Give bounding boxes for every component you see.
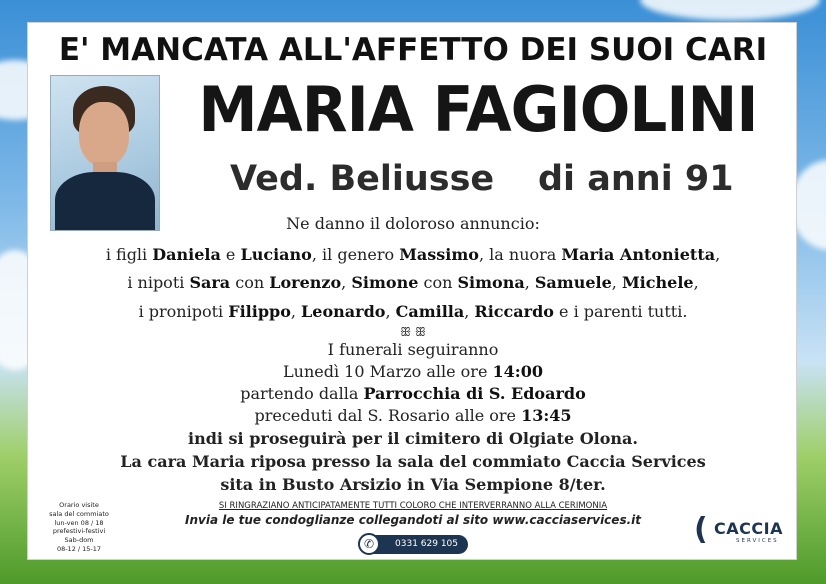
family-line-text: e <box>220 245 241 264</box>
family-line-text: i figli <box>105 245 153 264</box>
family-member-name: Simone <box>351 273 419 292</box>
website-line[interactable]: Invia le tue condoglianze collegandoti al sito www.cacciaservices.it <box>185 513 641 527</box>
family-member-name: Daniela <box>152 245 221 264</box>
family-line-text: con <box>418 273 458 292</box>
family-member-name: Maria Antonietta <box>561 245 716 264</box>
cloud <box>640 0 820 20</box>
family-line-text: , <box>341 273 352 292</box>
family-line-children <box>28 247 798 263</box>
funeral-title: I funerali seguiranno <box>327 340 499 359</box>
age: di anni 91 <box>538 159 734 199</box>
family-line-text: , <box>693 273 699 292</box>
family-member-name: Camilla <box>395 302 465 321</box>
funeral-rosary: preceduti dal S. Rosario alle ore 13:45 <box>254 406 572 425</box>
family-line-great-grandchildren <box>28 304 798 320</box>
family-member-name: Samuele <box>534 273 612 292</box>
family-line-text: i pronipoti <box>138 302 229 321</box>
obituary-notice <box>27 22 797 560</box>
phone-icon: ✆ <box>358 533 380 555</box>
announcement-intro: Ne danno il doloroso annuncio: <box>286 214 540 233</box>
funeral-cemetery: indi si proseguirà per il cimitero di Olgiate Olona. <box>188 429 638 448</box>
family-line-text: , <box>385 302 396 321</box>
resting-place: La cara Maria riposa presso la sala del commiato Caccia Services <box>120 452 706 471</box>
family-member-name: Riccardo <box>474 302 554 321</box>
thanks-line: SI RINGRAZIANO ANTICIPATAMENTE TUTTI COLORO CHE INTERVERRANNO ALLA CERIMONIA <box>218 501 608 511</box>
family-line-text: , <box>715 245 721 264</box>
phone-number: 0331 629 105 <box>395 539 458 549</box>
family-line-text: , la nuora <box>478 245 562 264</box>
family-member-name: Filippo <box>228 302 291 321</box>
flourish-ornament: ꕥ ꕥ <box>399 325 427 339</box>
family-member-name: Luciano <box>240 245 312 264</box>
family-member-name: Michele <box>621 273 694 292</box>
logo-c-icon: ( <box>694 512 708 547</box>
family-member-name: Lorenzo <box>269 273 342 292</box>
funeral-date: Lunedì 10 Marzo alle ore 14:00 <box>283 362 543 381</box>
family-line-text: , il genero <box>311 245 400 264</box>
caccia-logo <box>694 512 790 549</box>
family-line-text: i nipoti <box>127 273 190 292</box>
visiting-hours: Orario visite sala del commiato lun-ven 08 / 18 prefestivi-festivi Sab-dom 08-12 / 15-17 <box>49 501 109 553</box>
family-line-grandchildren <box>28 275 798 291</box>
family-line-text: , <box>524 273 535 292</box>
family-line-text: , <box>611 273 622 292</box>
widow-of: Ved. Beliusse <box>230 159 495 199</box>
deceased-name: MARIA FAGIOLINI <box>198 73 758 146</box>
deceased-photo <box>50 75 160 231</box>
family-line-text: , <box>464 302 475 321</box>
funeral-departure: partendo dalla Parrocchia di S. Edoardo <box>240 384 586 403</box>
logo-tagline: SERVICES <box>736 538 779 544</box>
family-member-name: Simona <box>457 273 525 292</box>
phone-badge[interactable] <box>360 535 468 554</box>
family-line-text: con <box>230 273 270 292</box>
family-member-name: Leonardo <box>301 302 386 321</box>
family-line-text: e i parenti tutti. <box>553 302 688 321</box>
family-line-text: , <box>290 302 302 321</box>
resting-address: sita in Busto Arsizio in Via Sempione 8/ter. <box>220 475 606 494</box>
family-member-name: Massimo <box>399 245 479 264</box>
logo-name: CACCIA <box>714 519 783 538</box>
headline: E' MANCATA ALL'AFFETTO DEI SUOI CARI <box>58 32 768 68</box>
family-member-name: Sara <box>189 273 231 292</box>
